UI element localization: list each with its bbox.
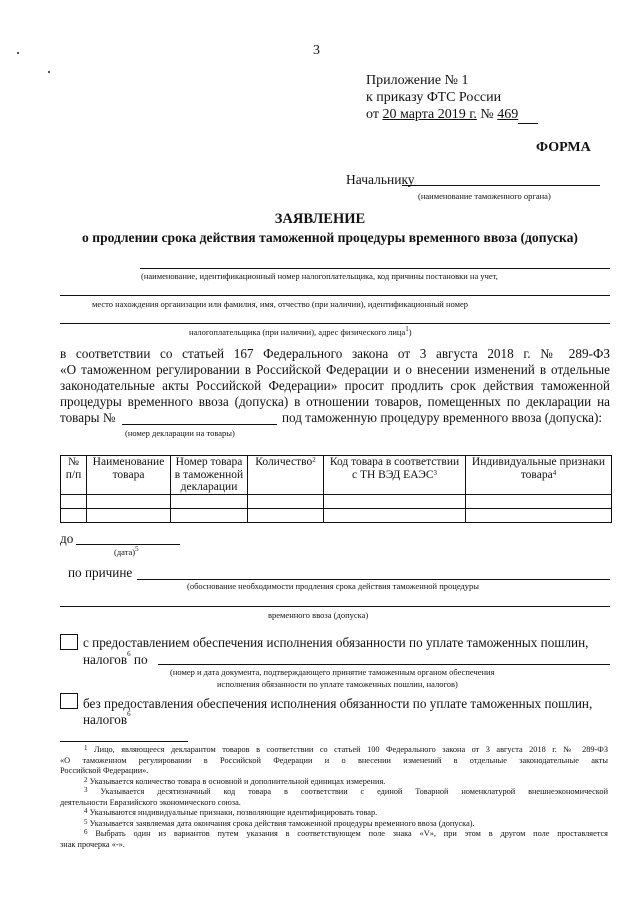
footnote-text: Выбрать один из вариантов путем указания в соответствующем поле знака «V», при этом в другом поле проставляется [95,829,608,838]
option2-line-2 [83,712,131,728]
table-cell[interactable] [61,509,87,523]
footnote-mark: 2 [84,775,88,784]
footnote-separator [60,741,188,742]
footnote-ref-1: 1 [405,325,409,333]
reason-field-2[interactable] [60,606,610,607]
number-label: № [476,107,498,122]
table-header-cell [171,456,248,495]
applicant-caption-3 [189,327,412,337]
addressee-label: Начальнику [346,172,415,187]
table-header-label: Количество [255,456,313,468]
table-cell[interactable] [324,495,466,509]
date-prefix: от [366,107,383,122]
form-label: ФОРМА [536,140,591,155]
applicant-caption-1: (наименование, идентификационный номер налогоплательщика, код причины постановки на учет, [141,271,498,281]
footnote-line [60,745,608,756]
option1-line-2 [83,652,148,668]
reason-caption-1: (обоснование необходимости продления срока действия таможенной процедуры [187,581,480,591]
order-line: к приказу ФТС России [366,90,502,105]
footnotes [60,745,608,850]
applicant-field-2[interactable] [60,295,610,296]
table-header-label: № п/п [65,456,82,481]
table-cell[interactable] [466,509,612,523]
until-caption [114,547,139,557]
footnote-text: Указывается заявляемая дата окончания срока действия таможенной процедуры временного ввоза (допуска). [89,818,475,828]
footnote-text: Лицо, являющееся декларантом товаров в соответствии со статьей 100 Федерального закона от 3 августа 2018 г. № 289-ФЗ [94,745,608,754]
declaration-caption: (номер декларации на товары) [125,428,235,438]
table-cell[interactable] [466,495,612,509]
paragraph-line-4: процедуры временного ввоза (допуска) в отношении товаров, помещенных по декларации на [60,394,610,409]
document-subtitle: о продлении срока действия таможенной процедуры временного ввоза (допуска) [82,230,578,245]
declaration-number-field[interactable] [122,424,277,425]
table-header-cell [324,456,466,495]
footnote-text: Указывается десятизначный код товара в соответствии с единой Товарной номенклатурой внешнеэкономической [100,787,609,796]
table-cell[interactable] [171,509,248,523]
footnote-ref: 4 [552,468,557,477]
option2-line-1: без предоставления обеспечения исполнения обязанности по уплате таможенных пошлин, [83,696,593,711]
footnote-mark: 1 [84,744,88,752]
table-cell[interactable] [87,509,171,523]
addressee-field[interactable] [402,185,600,186]
security-document-field[interactable] [158,664,610,665]
option2-taxes: налогов [83,712,128,727]
table-header-label: Индивидуальные признаки товара [471,456,606,481]
until-label: до [60,531,74,546]
table-row [61,509,612,523]
footnote-text: Указываются индивидуальные признаки, позволяющие идентифицировать товар. [89,808,378,817]
table-header-cell [466,456,612,495]
table-header-cell [61,456,87,495]
option1-taxes: налогов [83,652,128,667]
footnote-ref-5: 5 [135,545,139,553]
table-cell[interactable] [171,495,248,509]
until-caption-text: (дата) [114,547,136,557]
goods-table [60,455,612,523]
footnote-line [60,766,608,777]
scan-mark [48,71,50,73]
scan-mark [17,52,19,54]
paragraph-line-2: «О таможенном регулировании в Российской Федерации и о внесении изменений в отдельные [60,362,610,377]
footnote-mark: 5 [84,817,88,826]
footnote-text: Российской Федерации». [60,766,149,775]
addressee-caption: (наименование таможенного органа) [418,191,551,201]
footnote-ref: 2 [312,456,316,464]
table-row [61,495,612,509]
order-number: 469 [497,107,519,122]
footnote-ref: 3 [433,468,437,477]
without-security-checkbox[interactable] [60,693,78,709]
table-header-row [61,456,612,495]
footnote-mark: 4 [84,807,88,815]
table-body [61,495,612,523]
with-security-checkbox[interactable] [60,634,78,650]
appendix-line: Приложение № 1 [366,73,469,88]
applicant-caption-3-end: ) [408,327,412,337]
reason-caption-2: временного ввоза (допуска) [268,610,369,620]
table-header-label: Код товара в соответствии с ТН ВЭД ЕАЭС [329,456,460,481]
footnote-text: «О таможенном регулировании в Российской Федерации и о внесении изменений в отдельные законодательные акты [60,755,608,765]
option1-caption-2: исполнения обязанности по уплате таможенных пошлин, налогов) [217,679,458,689]
table-cell[interactable] [61,495,87,509]
table-header-cell [87,456,171,495]
table-cell[interactable] [87,495,171,509]
footnote-line [60,829,608,840]
footnote-line [60,819,608,830]
footnote-line [60,840,608,851]
order-date-line [366,107,538,124]
reason-field-1[interactable] [137,579,610,580]
footnote-ref-6: 6 [127,650,131,658]
footnote-line [60,798,608,809]
paragraph-line-5-start: товары № [60,410,116,425]
applicant-caption-2: место нахождения организации или фамилия, имя, отчество (при наличии), идентификационный номер [92,299,469,309]
until-date-field[interactable] [76,544,180,545]
reason-label: по причине [68,565,133,580]
option1-line-1: с предоставлением обеспечения исполнения обязанности по уплате таможенных пошлин, [83,635,589,650]
footnote-text: деятельности Евразийского экономического союза. [60,797,241,807]
option1-caption-1: (номер и дата документа, подтверждающего принятие таможенным органом обеспечения [170,667,495,677]
table-header-label: Номер товара в таможенной декларации [174,456,244,493]
table-cell[interactable] [248,495,324,509]
document-title: ЗАЯВЛЕНИЕ [274,211,366,227]
applicant-field-1[interactable] [140,268,610,269]
footnote-line [60,777,608,788]
footnote-line [60,756,608,767]
paragraph-line-5-end: под таможенную процедуру временного ввоза (допуска): [282,410,603,425]
footnote-text: знак прочерка «-». [60,839,125,849]
table-header-cell [248,456,324,495]
order-date: 20 марта 2019 г. [382,107,477,122]
table-cell[interactable] [324,509,466,523]
paragraph-line-1: в соответствии со статьей 167 Федерального закона от 3 августа 2018 г. № 289-ФЗ [60,346,610,361]
footnote-line [60,808,608,819]
footnote-ref-6: 6 [127,710,131,718]
footnote-line [60,787,608,798]
footnote-mark: 6 [84,828,88,836]
table-header-label: Наименование товара [92,456,165,481]
paragraph-line-3: законодательные акты Российской Федерации» просит продлить срок действия таможенной [60,378,610,393]
footnote-text: Указывается количество товара в основной и дополнительной единицах измерения. [89,776,386,786]
option1-by: по [130,652,148,667]
order-underline-tail [518,107,538,124]
footnote-mark: 3 [84,786,88,794]
page-number: 3 [313,43,320,58]
applicant-caption-3-text: налогоплательщика (при наличии), адрес физического лица [189,327,406,337]
applicant-field-3[interactable] [60,323,610,324]
table-cell[interactable] [248,509,324,523]
